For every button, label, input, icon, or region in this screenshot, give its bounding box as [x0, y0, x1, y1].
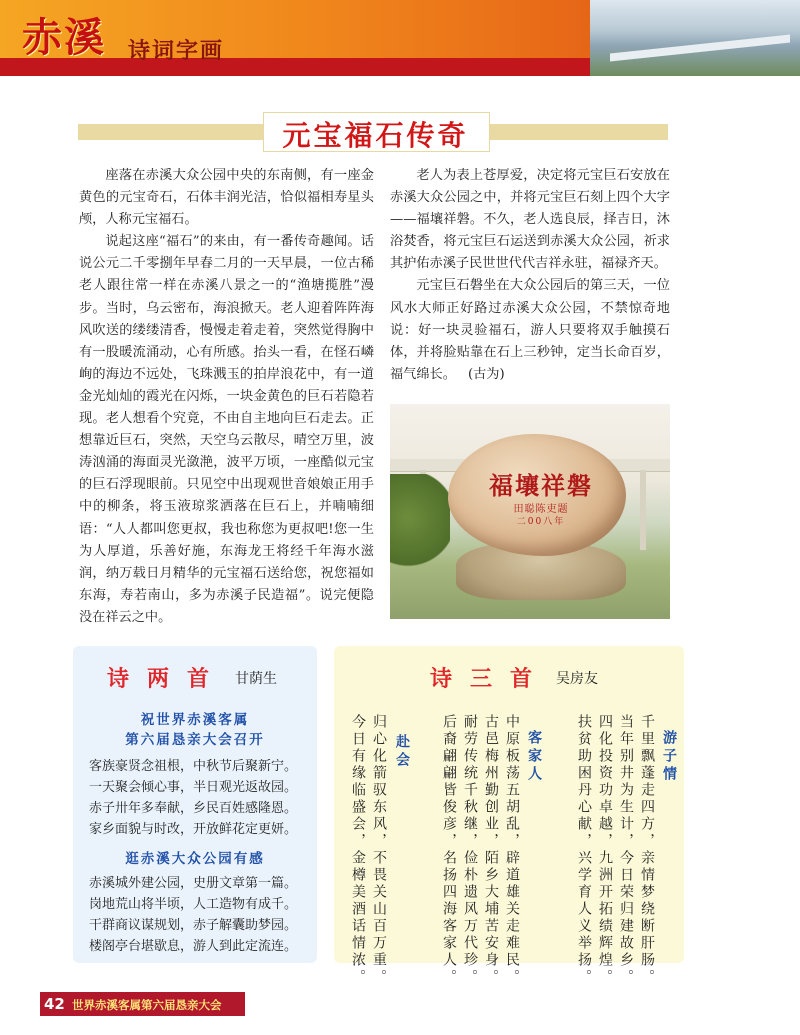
photo-tree — [390, 474, 450, 584]
article-left-column — [79, 165, 374, 629]
article-right-column — [390, 165, 670, 386]
stone-engraving: 福壤祥磐 — [489, 471, 593, 500]
poem-line: 后裔翩翩皆俊彦，名扬四海客家人。 — [441, 714, 457, 986]
poem2-title: 逛赤溪大众公园有感 — [125, 851, 265, 867]
poem-line: 楼阁亭台堪歇息，游人到此定流连。 — [89, 939, 298, 954]
poem-line: 赤子卅年多奉献，乡民百姓感隆恩。 — [89, 801, 298, 816]
poem-line: 千里飘蓬走四方，亲情梦绕断肝肠。 — [639, 714, 655, 986]
poem-line: 赤溪城外建公园，史册文章第一篇。 — [89, 876, 298, 891]
article-title-block — [78, 112, 668, 150]
article-author: (古为) — [467, 366, 505, 382]
poem-line: 扶贫助困丹心献，兴学育人义举扬。 — [576, 714, 592, 986]
page-number: 42 — [44, 995, 65, 1013]
poems-right-title: 诗三首 — [430, 666, 551, 692]
stone-year: 二00八年 — [516, 517, 566, 527]
stone-photo — [390, 404, 670, 619]
poems-left-title: 诗两首 — [107, 666, 228, 692]
article-title: 元宝福石传奇 — [282, 119, 469, 152]
footer-publication: 世界赤溪客属第六届恳亲大会 — [72, 998, 222, 1012]
poem1-title: 游子情 — [661, 730, 677, 784]
article-paragraph: 说起这座“福石”的来由，有一番传奇趣闻。话说公元二千零捌年早春二月的一天早晨，一位古稀老人跟往常一样在赤溪八景之一的“渔塘揽胜”漫步。当时，乌云密布，海浪掀天。老人迎着阵阵海风吹送的缕缕清香，慢慢走着走着，突然觉得胸中有一股暖流涌动，心有所感。抬头一看，在怪石嶙峋的海边不远处，飞珠溅玉的拍岸浪花中，有一道金光灿灿的霞光在闪烁，一块金黄色的巨石若隐若现。老人想看个究竟，不由自主地向巨石走去。正想靠近巨石，突然，天空乌云散尽，晴空万里，波涛汹涌的海面灵光潋滟，波平万顷，一座酷似元宝的巨石浮现眼前。只见空中出现观世音娘娘正用手中的柳条，将玉液琼浆洒落在巨石上，并喃喃细语：“人人都叫您更叔，我也称您为更叔吧!您一生为人厚道，乐善好施，东海龙王将经千年海水滋润，纳万载日月精华的元宝福石送给您，祝您福如东海，寿若南山，多为赤溪子民造福”。说完便隐没在祥云之中。 — [79, 234, 374, 625]
poem-line: 家乡面貌与时改，开放鲜花定更妍。 — [89, 822, 298, 837]
poems-left-author: 甘荫生 — [235, 671, 277, 687]
poem-line: 当年别井为生计，今日荣归建故乡。 — [618, 714, 634, 986]
header-title: 赤溪 — [22, 14, 106, 61]
poem-line: 中原板荡五胡乱，辟道雄关走难民。 — [504, 714, 520, 986]
stone-inscription: 田聪陈吏题 — [513, 504, 569, 515]
article-paragraph: 座落在赤溪大众公园中央的东南侧，有一座金黄色的元宝奇石，石体丰润光洁，恰似福相寿星头颅，人称元宝福石。 — [79, 168, 374, 228]
poems-right-author: 吴房友 — [556, 671, 598, 687]
poems-right-box — [334, 646, 684, 986]
poem3-title: 赴会 — [394, 734, 410, 770]
header-banner — [0, 0, 800, 76]
poems-left-box — [73, 646, 317, 963]
poem1-title-line2: 第六届恳亲大会召开 — [125, 732, 265, 748]
poem-line: 归心化箭驭东风，不畏关山百万重。 — [371, 714, 387, 986]
poem-line: 一天聚会倾心事，半日观光返故园。 — [89, 780, 298, 795]
poem2-title: 客家人 — [526, 730, 542, 784]
poem-line: 耐劳传统千秋继，俭朴遗风万代珍。 — [462, 714, 478, 986]
poem-line: 四化投资功卓越，九洲开拓绩辉煌。 — [597, 714, 613, 986]
poem-line: 岗地荒山将半顷，人工造物有成千。 — [89, 897, 298, 912]
article-paragraph-text: 元宝巨石磐坐在大众公园后的第三天，一位风水大师正好路过赤溪大众公园，不禁惊奇地说：好一块灵验福石，游人只要将双手触摸石体，并将脸贴靠在石上三秒钟，定当长命百岁，福气绵长。 — [390, 278, 670, 382]
poem-line: 古邑梅州勤创业，陌乡大埔苦安身。 — [483, 714, 499, 986]
poem-line: 干群商议谋规划，赤子解囊助梦园。 — [89, 918, 298, 933]
poem-line: 今日有缘临盛会，金樽美酒话情浓。 — [350, 714, 366, 986]
article-paragraph — [390, 275, 670, 385]
photo-post — [640, 470, 646, 550]
poem1-title-line1: 祝世界赤溪客属 — [140, 712, 250, 728]
header-photo — [590, 0, 800, 76]
poem-line: 客族豪贤念祖根，中秋节后聚新宁。 — [89, 759, 298, 774]
article-paragraph: 老人为表上苍厚爱，决定将元宝巨石安放在赤溪大众公园之中，并将元宝巨石刻上四个大字——福壤祥磐。不久，老人选良辰，择吉日，沐浴焚香，将元宝巨石运送到赤溪大众公园，祈求其护佑赤溪子民世世代代吉祥永驻，福禄齐天。 — [390, 168, 670, 272]
header-section: 诗词字画 — [128, 38, 225, 64]
